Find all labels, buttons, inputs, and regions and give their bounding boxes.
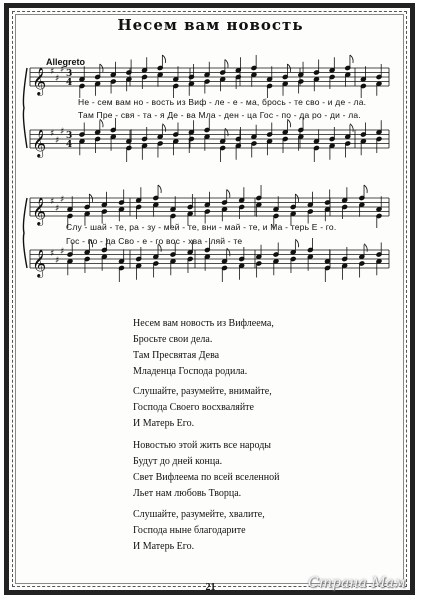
note-flag (100, 119, 103, 127)
time-signature: 4 (66, 140, 73, 150)
verse-line: И Матерь Его. (133, 418, 195, 429)
note-flag (225, 60, 228, 68)
lyric-line: Там Пре - свя - та - я Де - ва Мла - ден - ца Гос - по - да ро - ди - ла. (78, 110, 361, 120)
note-flag (162, 124, 165, 132)
verse-3 (133, 438, 393, 502)
system-brace (23, 198, 27, 268)
verse-1 (133, 316, 393, 380)
watermark-logo: Страна Мам (308, 575, 406, 591)
verse-line: И Матерь Его. (133, 541, 195, 552)
tempo-marking: Allegreto (46, 57, 86, 67)
sharp-icon: ♯ (55, 255, 60, 266)
verse-line: Господа Своего восхваляйте (133, 402, 254, 413)
treble-clef-icon: 𝄞 (32, 197, 47, 225)
note-flag (364, 244, 367, 252)
note-flag (295, 239, 298, 247)
note-flag (158, 185, 161, 193)
note-flag (225, 128, 228, 136)
sharp-icon: ♯ (50, 67, 55, 77)
time-signature: 3 (66, 131, 73, 141)
verse-line: Господа ныне благодарите (133, 525, 246, 536)
verse-line: Бросьте свои дела. (133, 334, 213, 345)
time-signature: 3 (66, 69, 73, 79)
note-flag (350, 55, 353, 63)
sharp-icon: ♯ (60, 64, 65, 75)
song-title: Несем вам новость (117, 16, 304, 34)
sharp-icon: ♯ (50, 197, 55, 207)
sharp-icon: ♯ (60, 126, 65, 137)
verse-line: Льет нам любовь Творца. (133, 488, 242, 499)
sharp-icon: ♯ (50, 129, 55, 139)
note-flag (287, 119, 290, 127)
verse-line: Младенца Господа родила. (133, 366, 248, 377)
sharp-icon: ♯ (50, 249, 55, 259)
verse-line: Будут до дней конца. (133, 456, 223, 467)
page-number: 21 (205, 582, 216, 593)
note-flag (364, 185, 367, 193)
lyric-line: Слу - шай - те, ра - зу - мей - те, вни - май - те, и Ма - терь Е - го. (66, 222, 337, 232)
verse-line: Свет Вифлеема по всей вселенной (133, 472, 280, 483)
sharp-icon: ♯ (60, 246, 65, 257)
lyric-line: Гос - по - да Сво - е - го вос - хва - ляй - те (66, 236, 243, 246)
verse-line: Слушайте, разумейте, хвалите, (133, 509, 265, 520)
lyric-line: Не - сем вам но - вость из Виф - ле - е - ма, брось - те сво - и де - ла. (78, 97, 367, 107)
sharp-icon: ♯ (55, 203, 60, 214)
verse-line: Там Пресвятая Дева (133, 350, 220, 361)
treble-clef-icon: 𝄞 (32, 67, 47, 95)
note-flag (227, 190, 230, 198)
verse-4 (133, 507, 393, 555)
sharp-icon: ♯ (55, 135, 60, 146)
verse-line: Несем вам новость из Вифлеема, (133, 318, 274, 329)
treble-clef-icon: 𝄞 (32, 129, 47, 157)
system-brace (23, 68, 27, 148)
treble-clef-icon: 𝄞 (32, 249, 47, 277)
sharp-icon: ♯ (55, 73, 60, 84)
note-flag (350, 124, 353, 132)
verse-line: Слушайте, разумейте, внимайте, (133, 386, 272, 397)
sharp-icon: ♯ (60, 194, 65, 205)
note-flag (162, 55, 165, 63)
verse-line: Новостью этой жить все народы (133, 440, 272, 451)
note-flag (227, 248, 230, 256)
verse-2 (133, 384, 393, 432)
time-signature: 4 (66, 78, 73, 88)
